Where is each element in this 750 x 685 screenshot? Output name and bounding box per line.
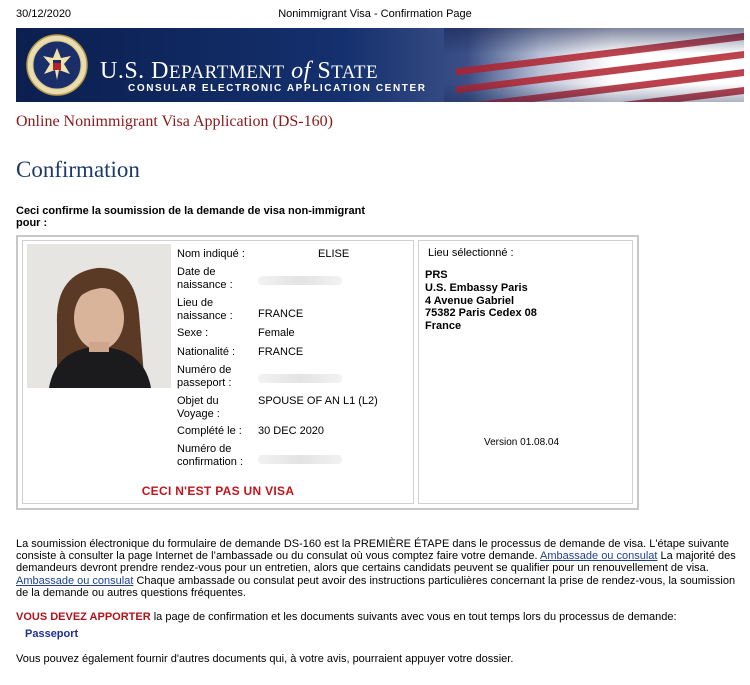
- state-department-banner: [16, 28, 744, 102]
- location-line: PRS: [425, 269, 448, 281]
- application-title: Online Nonimmigrant Visa Application (DS-160): [16, 113, 333, 130]
- name-value: ELISE: [318, 248, 350, 260]
- purpose-value: SPOUSE OF AN L1 (L2): [258, 395, 378, 407]
- birthplace-label: Lieu de naissance :: [177, 297, 233, 322]
- location-line: 4 Avenue Gabriel: [425, 295, 515, 307]
- confirmation-number-label: Numéro de confirmation :: [177, 443, 244, 468]
- birthplace-value: FRANCE: [258, 308, 304, 320]
- state-department-seal-icon: [26, 34, 88, 96]
- not-a-visa-notice: CECI N'EST PAS UN VISA: [141, 484, 295, 498]
- location-line: France: [425, 320, 462, 332]
- location-line: 75382 Paris Cedex 08: [425, 307, 537, 319]
- additional-documents-note: Vous pouvez également fournir d'autres documents qui, à votre avis, pourraient appuyer votre dossier.: [16, 653, 514, 665]
- completed-label: Complété le :: [177, 425, 242, 437]
- version-text: Version 01.08.04: [484, 437, 560, 448]
- completed-value: 30 DEC 2020: [258, 425, 325, 437]
- confirmation-number-redacted: [258, 455, 342, 464]
- print-header: [0, 8, 750, 22]
- confirmation-intro: Ceci confirme la soumission de la demande de visa non-immigrant pour :: [16, 205, 366, 229]
- department-of-state-title: U.S. DEPARTMENT of STATE: [100, 58, 379, 84]
- dob-value-redacted: [258, 276, 342, 285]
- passport-number-redacted: [258, 374, 342, 383]
- document-item-passport: Passeport: [25, 628, 79, 640]
- embassy-consulate-link-2[interactable]: Ambassade ou consulat: [16, 574, 134, 587]
- print-date: 30/12/2020: [16, 8, 72, 20]
- must-bring-label: VOUS DEVEZ APPORTER: [16, 611, 151, 623]
- applicant-photo: [27, 244, 171, 388]
- nationality-label: Nationalité :: [177, 346, 236, 358]
- embassy-consulate-link[interactable]: Ambassade ou consulat: [540, 550, 658, 563]
- location-label: Lieu sélectionné :: [428, 247, 514, 259]
- passport-number-label: Numéro de passeport :: [177, 364, 232, 389]
- print-title: Nonimmigrant Visa - Confirmation Page: [278, 8, 472, 20]
- sex-value: Female: [258, 327, 295, 339]
- purpose-label: Objet du Voyage :: [177, 395, 220, 420]
- must-bring-notice: VOUS DEVEZ APPORTER la page de confirmation et les documents suivants avec vous en tout temps lors du processus de demande:: [16, 611, 677, 623]
- instructions-paragraph: La soumission électronique du formulaire de demande DS-160 est la PREMIÈRE ÉTAPE dans le processus de demande de visa. L'étape suivante consiste à consulter la page Internet de l’ambassade ou du consulat où vous comptez faire votre demande. Ambassade ou consulat La majorité des demandeurs devront prendre rendez-vous pour un entretien, alors que certains candidats peuvent se qualifier pour un renouvellement de visa. Ambassade ou consulat Chaque ambassade ou consulat peut avoir des instructions particulières concernant la prise de rendez-vous, la soumission de la demande ou autres questions fréquentes.: [16, 538, 736, 599]
- location-line: U.S. Embassy Paris: [425, 282, 528, 294]
- dob-label: Date de naissance :: [177, 266, 233, 291]
- consular-center-subtitle: CONSULAR ELECTRONIC APPLICATION CENTER: [128, 83, 427, 94]
- location-panel: [418, 240, 633, 504]
- confirmation-heading: Confirmation: [16, 157, 140, 182]
- nationality-value: FRANCE: [258, 346, 304, 358]
- sex-label: Sexe :: [177, 327, 209, 339]
- name-label: Nom indiqué :: [177, 248, 245, 260]
